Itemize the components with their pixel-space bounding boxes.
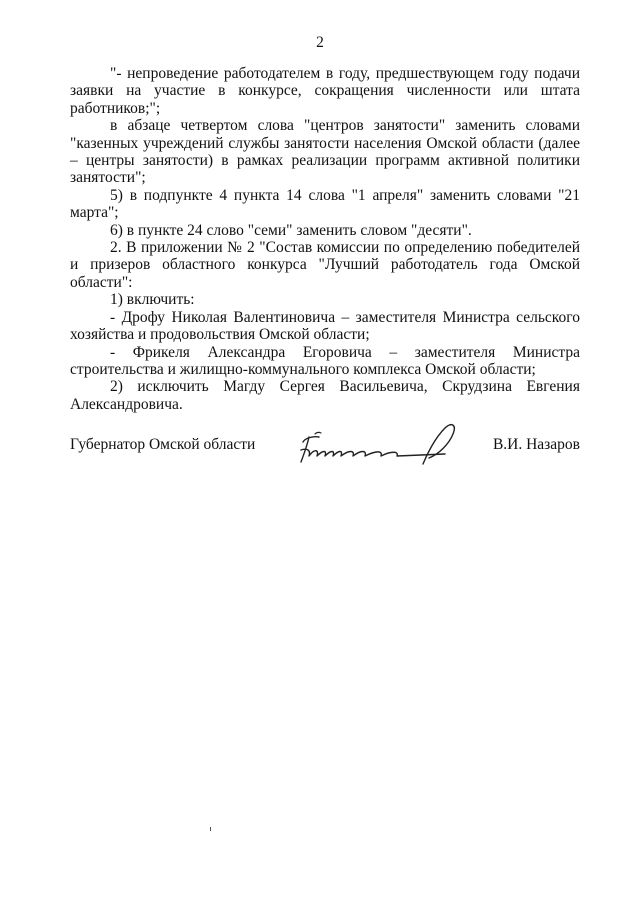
document-body	[70, 65, 580, 413]
paragraph-2: в абзаце четвертом слова "центров занятости" заменить словами "казенных учреждений службы занятости населения Омской области (далее – центры занятости) в рамках реализации программ активной политики занятости";	[70, 117, 580, 187]
paragraph-1: "- непроведение работодателем в году, предшествующем году подачи заявки на участие в конкурсе, сокращения численности или штата работников;";	[70, 65, 580, 117]
paragraph-9: 2) исключить Магду Сергея Васильевича, Скрудзина Евгения Александровича.	[70, 378, 580, 413]
paragraph-3: 5) в подпункте 4 пункта 14 слова "1 апреля" заменить словами "21 марта";	[70, 186, 580, 222]
signatory-position: Губернатор Омской области	[70, 436, 256, 453]
paragraph-7: - Дрофу Николая Валентиновича – заместителя Министра сельского хозяйства и продовольствия Омской области;	[70, 308, 580, 344]
paragraph-4: 6) в пункте 24 слово "семи" заменить словом "десяти".	[110, 221, 472, 239]
scan-mark	[210, 827, 211, 831]
paragraph-6: 1) включить:	[110, 291, 195, 309]
paragraph-5: 2. В приложении № 2 "Состав комиссии по определению победителей и призеров областного конкурса "Лучший работодатель года Омской области":	[70, 239, 580, 291]
handwritten-signature	[295, 420, 480, 470]
paragraph-8: - Фрикеля Александра Егоровича – заместителя Министра строительства и жилищно-коммунального комплекса Омской области;	[70, 343, 580, 378]
page-number: 2	[316, 34, 324, 51]
signatory-name: В.И. Назаров	[492, 436, 580, 453]
signature-block	[70, 420, 580, 470]
